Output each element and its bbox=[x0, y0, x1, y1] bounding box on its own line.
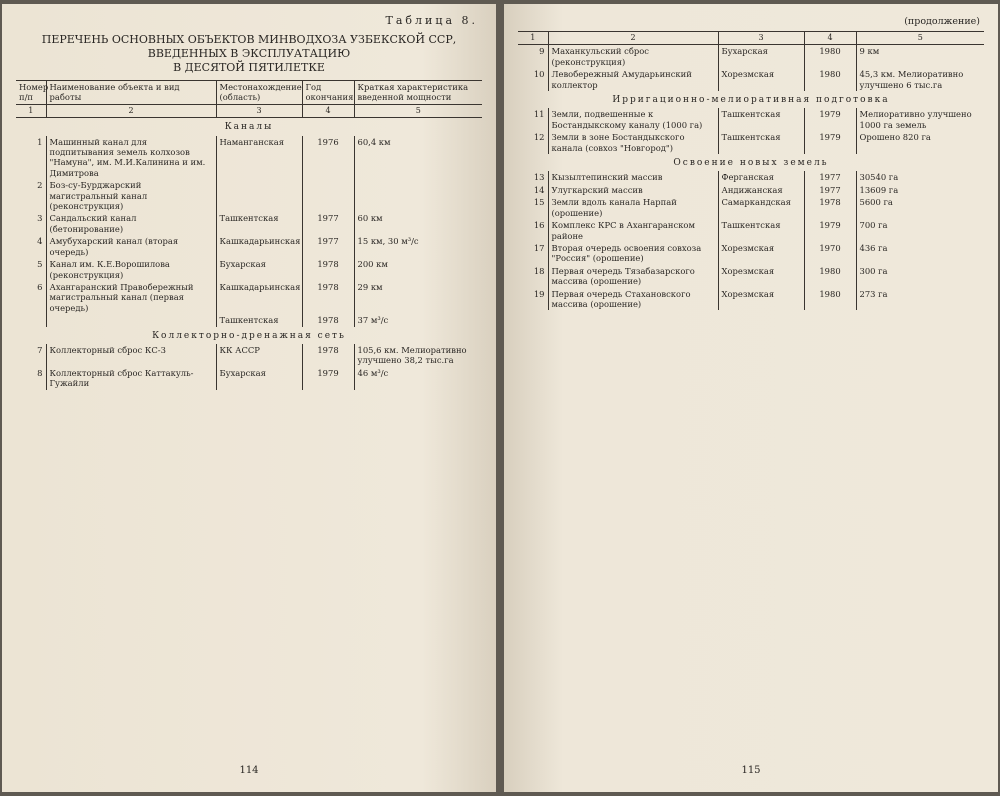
object-name: Коллекторный сброс КС-3 bbox=[46, 344, 216, 367]
object-region: Ташкентская bbox=[718, 219, 804, 242]
object-name: Боз-су-Бурджарский магистральный канал (реконструкция) bbox=[46, 179, 216, 212]
left-page bbox=[2, 4, 496, 792]
column-number: 1 bbox=[518, 32, 548, 45]
capacity-spec: 9 км bbox=[859, 46, 880, 57]
row-number: 17 bbox=[518, 242, 548, 265]
object-name: Земли вдоль канала Нарпай (орошение) bbox=[548, 196, 718, 219]
section-title: Ирригационно-мелиоративная подготовка bbox=[612, 95, 890, 106]
table-row bbox=[518, 45, 984, 68]
objects-table-left bbox=[16, 80, 482, 390]
table-label: Таблица 8. bbox=[385, 14, 478, 27]
continuation-label: (продолжение) bbox=[904, 16, 980, 27]
row-number: 8 bbox=[16, 367, 46, 390]
column-number-row bbox=[518, 32, 984, 45]
row-number: 7 bbox=[16, 344, 46, 367]
header-region: Местонахождение (область) bbox=[216, 81, 302, 105]
completion-year: 1980 bbox=[804, 265, 856, 288]
object-name: Ахангаранский Правобережный магистральный канал (первая очередь) bbox=[46, 281, 216, 314]
column-number: 2 bbox=[548, 32, 718, 45]
object-name: Вторая очередь освоения совхоза "Россия" (орошение) bbox=[548, 242, 718, 265]
row-number: 6 bbox=[16, 281, 46, 314]
row-number: 3 bbox=[16, 212, 46, 235]
object-name: Земли, подвешенные к Бостандыкскому каналу (1000 га) bbox=[548, 108, 718, 131]
object-name: Первая очередь Стахановского массива (орошение) bbox=[548, 288, 718, 311]
table-row bbox=[16, 258, 482, 281]
table-row bbox=[518, 288, 984, 311]
completion-year: 1978 bbox=[302, 258, 354, 281]
completion-year: 1979 bbox=[804, 108, 856, 131]
column-number: 3 bbox=[718, 32, 804, 45]
table-row bbox=[518, 68, 984, 91]
object-region: КК АССР bbox=[216, 344, 302, 367]
row-number: 13 bbox=[518, 171, 548, 183]
row-number: 16 bbox=[518, 219, 548, 242]
completion-year: 1979 bbox=[804, 219, 856, 242]
completion-year: 1980 bbox=[804, 45, 856, 68]
completion-year: 1976 bbox=[302, 136, 354, 180]
object-region: Наманганская bbox=[216, 136, 302, 180]
table-row bbox=[518, 184, 984, 196]
object-name: Комплекс КРС в Ахангаранском районе bbox=[548, 219, 718, 242]
completion-year: 1977 bbox=[302, 235, 354, 258]
row-number: 15 bbox=[518, 196, 548, 219]
object-region: Ташкентская bbox=[216, 212, 302, 235]
table-row bbox=[518, 219, 984, 242]
capacity-spec: 60,4 км bbox=[357, 136, 391, 147]
object-region: Хорезмская bbox=[718, 288, 804, 311]
object-region: Хорезмская bbox=[718, 265, 804, 288]
object-region: Кашкадарьинская bbox=[216, 235, 302, 258]
capacity-spec: 436 га bbox=[859, 242, 888, 253]
row-number: 14 bbox=[518, 184, 548, 196]
capacity-spec: Орошено 820 га bbox=[859, 132, 931, 143]
column-number: 3 bbox=[216, 104, 302, 117]
table-row bbox=[16, 179, 482, 212]
object-name: Коллекторный сброс Каттакуль-Гужайли bbox=[46, 367, 216, 390]
column-number: 2 bbox=[46, 104, 216, 117]
capacity-spec: 46 м³/с bbox=[357, 367, 389, 378]
row-number: 18 bbox=[518, 265, 548, 288]
row-number: 9 bbox=[518, 45, 548, 68]
row-number: 11 bbox=[518, 108, 548, 131]
capacity-spec: 273 га bbox=[859, 288, 888, 299]
table-row bbox=[518, 108, 984, 131]
section-row bbox=[16, 118, 482, 136]
page-number: 115 bbox=[741, 765, 761, 776]
header-spec: Краткая характеристика введенной мощности bbox=[354, 81, 482, 105]
column-number-row bbox=[16, 104, 482, 117]
table-subtitle: В ДЕСЯТОЙ ПЯТИЛЕТКЕ bbox=[173, 61, 325, 74]
table-body-left bbox=[16, 104, 482, 389]
column-number: 5 bbox=[856, 32, 984, 45]
section-row bbox=[518, 91, 984, 108]
completion-year: 1978 bbox=[804, 196, 856, 219]
row-number: 2 bbox=[16, 179, 46, 212]
right-page bbox=[504, 4, 998, 792]
completion-year: 1980 bbox=[804, 68, 856, 91]
header-year: Год окончания bbox=[302, 81, 354, 105]
row-number: 4 bbox=[16, 235, 46, 258]
section-title: Коллекторно-дренажная сеть bbox=[152, 330, 346, 341]
table-row bbox=[16, 212, 482, 235]
capacity-spec: 13609 га bbox=[859, 184, 899, 195]
object-name: Земли в зоне Бостандыкского канала (совхоз "Новгород") bbox=[548, 131, 718, 154]
completion-year: 1977 bbox=[302, 212, 354, 235]
table-row bbox=[518, 242, 984, 265]
table-row bbox=[16, 235, 482, 258]
row-number bbox=[16, 314, 46, 326]
table-row bbox=[518, 171, 984, 183]
object-name: Машинный канал для подпитывания земель колхозов "Намуна", им. М.И.Калинина и им. Димитрова bbox=[46, 136, 216, 180]
completion-year: 1977 bbox=[804, 184, 856, 196]
completion-year: 1978 bbox=[302, 314, 354, 326]
capacity-spec: Мелиоративно улучшено 1000 га земель bbox=[859, 109, 972, 130]
table-row bbox=[16, 367, 482, 390]
capacity-spec: 37 м³/с bbox=[357, 315, 389, 326]
object-region: Бухарская bbox=[216, 258, 302, 281]
capacity-spec: 105,6 км. Мелиоративно улучшено 38,2 тыс.га bbox=[357, 344, 467, 366]
table-row bbox=[16, 281, 482, 314]
header-number: Номер п/п bbox=[16, 81, 46, 105]
object-region: Ташкентская bbox=[718, 108, 804, 131]
table-body-right bbox=[518, 32, 984, 311]
section-row bbox=[16, 327, 482, 344]
table-row bbox=[518, 196, 984, 219]
table-row bbox=[518, 265, 984, 288]
column-number: 4 bbox=[302, 104, 354, 117]
object-region: Бухарская bbox=[216, 367, 302, 390]
completion-year: 1970 bbox=[804, 242, 856, 265]
capacity-spec: 45,3 км. Мелиоративно улучшено 6 тыс.га bbox=[859, 69, 964, 90]
object-name: Сандальский канал (бетонирование) bbox=[46, 212, 216, 235]
object-region: Хорезмская bbox=[718, 68, 804, 91]
object-name: Маханкульский сброс (реконструкция) bbox=[548, 45, 718, 68]
object-region: Ташкентская bbox=[718, 131, 804, 154]
row-number: 1 bbox=[16, 136, 46, 180]
header-name: Наименование объекта и вид работы bbox=[46, 81, 216, 105]
table-row bbox=[16, 344, 482, 367]
object-region: Андижанская bbox=[718, 184, 804, 196]
object-name: Канал им. К.Е.Ворошилова (реконструкция) bbox=[46, 258, 216, 281]
column-number: 4 bbox=[804, 32, 856, 45]
completion-year bbox=[302, 179, 354, 212]
object-region: Ташкентская bbox=[216, 314, 302, 326]
objects-table-right bbox=[518, 31, 984, 310]
header-row bbox=[16, 81, 482, 105]
table-row bbox=[16, 136, 482, 180]
table-row bbox=[518, 131, 984, 154]
completion-year: 1979 bbox=[302, 367, 354, 390]
capacity-spec: 700 га bbox=[859, 220, 888, 231]
capacity-spec: 300 га bbox=[859, 265, 888, 276]
column-number: 1 bbox=[16, 104, 46, 117]
section-title: Освоение новых земель bbox=[673, 158, 829, 169]
object-name: Левобережный Амударьинский коллектор bbox=[548, 68, 718, 91]
section-row bbox=[518, 154, 984, 171]
table-title: ПЕРЕЧЕНЬ ОСНОВНЫХ ОБЪЕКТОВ МИНВОДХОЗА УЗБЕКСКОЙ ССР, ВВЕДЕННЫХ В ЭКСПЛУАТАЦИЮ bbox=[41, 33, 457, 60]
object-region: Ферганская bbox=[718, 171, 804, 183]
completion-year: 1979 bbox=[804, 131, 856, 154]
object-name: Амубухарский канал (вторая очередь) bbox=[46, 235, 216, 258]
capacity-spec: 15 км, 30 м³/с bbox=[357, 236, 419, 247]
row-number: 10 bbox=[518, 68, 548, 91]
object-name: Кызылтепинский массив bbox=[548, 171, 718, 183]
capacity-spec: 29 км bbox=[357, 281, 383, 292]
object-region: Кашкадарьинская bbox=[216, 281, 302, 314]
table-row bbox=[16, 314, 482, 326]
object-name: Улугкарский массив bbox=[548, 184, 718, 196]
capacity-spec: 30540 га bbox=[859, 172, 899, 183]
capacity-spec: 60 км bbox=[357, 213, 383, 224]
capacity-spec: 200 км bbox=[357, 259, 388, 270]
capacity-spec bbox=[354, 179, 482, 212]
completion-year: 1980 bbox=[804, 288, 856, 311]
capacity-spec: 5600 га bbox=[859, 197, 893, 208]
object-name: Первая очередь Тязабазарского массива (орошение) bbox=[548, 265, 718, 288]
row-number: 19 bbox=[518, 288, 548, 311]
object-name bbox=[46, 314, 216, 326]
page-number: 114 bbox=[239, 765, 259, 776]
column-number: 5 bbox=[354, 104, 482, 117]
completion-year: 1978 bbox=[302, 344, 354, 367]
section-title: Каналы bbox=[224, 122, 274, 133]
completion-year: 1977 bbox=[804, 171, 856, 183]
row-number: 12 bbox=[518, 131, 548, 154]
object-region: Бухарская bbox=[718, 45, 804, 68]
object-region: Хорезмская bbox=[718, 242, 804, 265]
row-number: 5 bbox=[16, 258, 46, 281]
object-region: Самаркандская bbox=[718, 196, 804, 219]
object-region bbox=[216, 179, 302, 212]
completion-year: 1978 bbox=[302, 281, 354, 314]
